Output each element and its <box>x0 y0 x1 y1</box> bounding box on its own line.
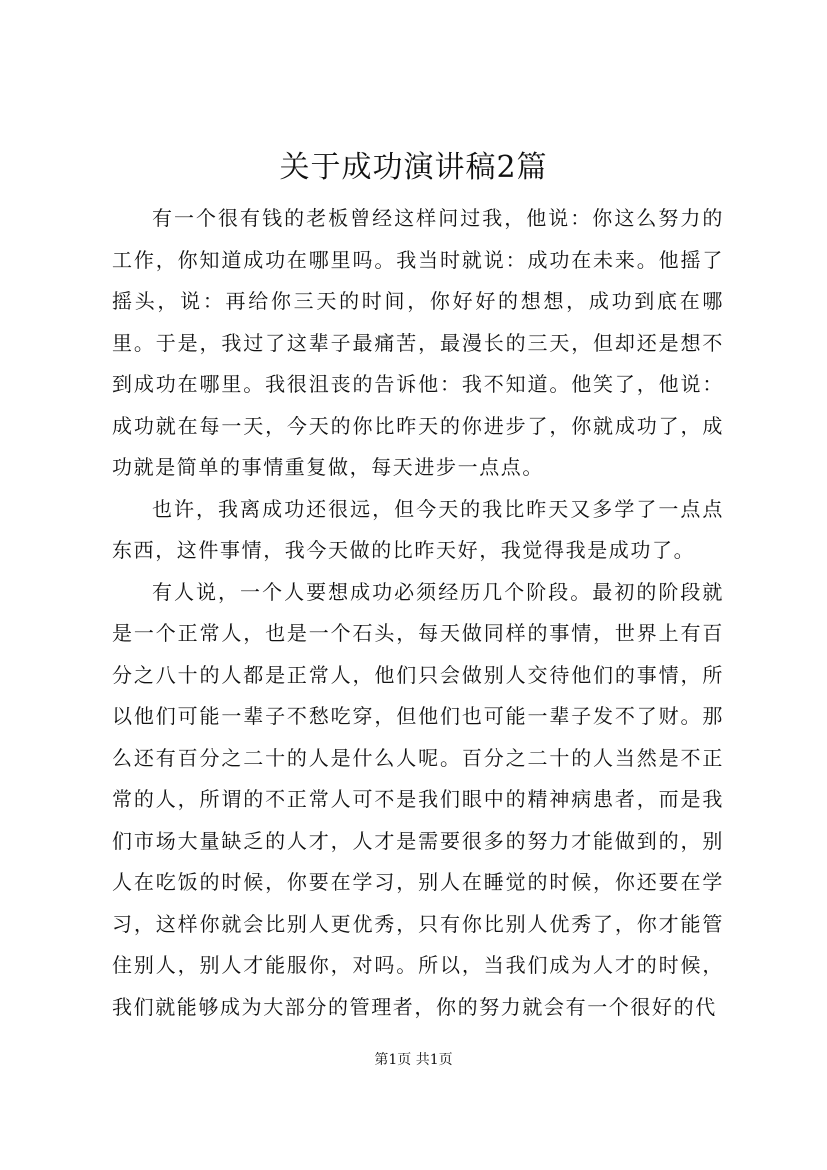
paragraph-3: 有人说，一个人要想成功必须经历几个阶段。最初的阶段就是一个正常人，也是一个石头，每天做同样的事情，世界上有百分之八十的人都是正常人，他们只会做别人交待他们的事情，所以他们可能一辈子不愁吃穿，但他们也可能一辈子发不了财。那么还有百分之二十的人是什么人呢。百分之二十的人当然是不正常的人，所谓的不正常人可不是我们眼中的精神病患者，而是我们市场大量缺乏的人才，人才是需要很多的努力才能做到的，别人在吃饭的时候，你要在学习，别人在睡觉的时候，你还要在学习，这样你就会比别人更优秀，只有你比别人优秀了，你才能管住别人，别人才能服你，对吗。所以，当我们成为人才的时候，我们就能够成为大部分的管理者，你的努力就会有一个很好的代 <box>112 579 724 1019</box>
document-body <box>112 198 724 1028</box>
document-title: 关于成功演讲稿2篇 <box>279 150 548 185</box>
paragraph-1: 有一个很有钱的老板曾经这样问过我，他说：你这么努力的工作，你知道成功在哪里吗。我当时就说：成功在未来。他摇了摇头，说：再给你三天的时间，你好好的想想，成功到底在哪里。于是，我过了这辈子最痛苦，最漫长的三天，但却还是想不到成功在哪里。我很沮丧的告诉他：我不知道。他笑了，他说：成功就在每一天，今天的你比昨天的你进步了，你就成功了，成功就是简单的事情重复做，每天进步一点点。 <box>112 206 724 479</box>
page-footer: 第1页 共1页 <box>374 1052 453 1068</box>
paragraph-2: 也许，我离成功还很远，但今天的我比昨天又多学了一点点东西，这件事情，我今天做的比昨天好，我觉得我是成功了。 <box>112 496 724 562</box>
